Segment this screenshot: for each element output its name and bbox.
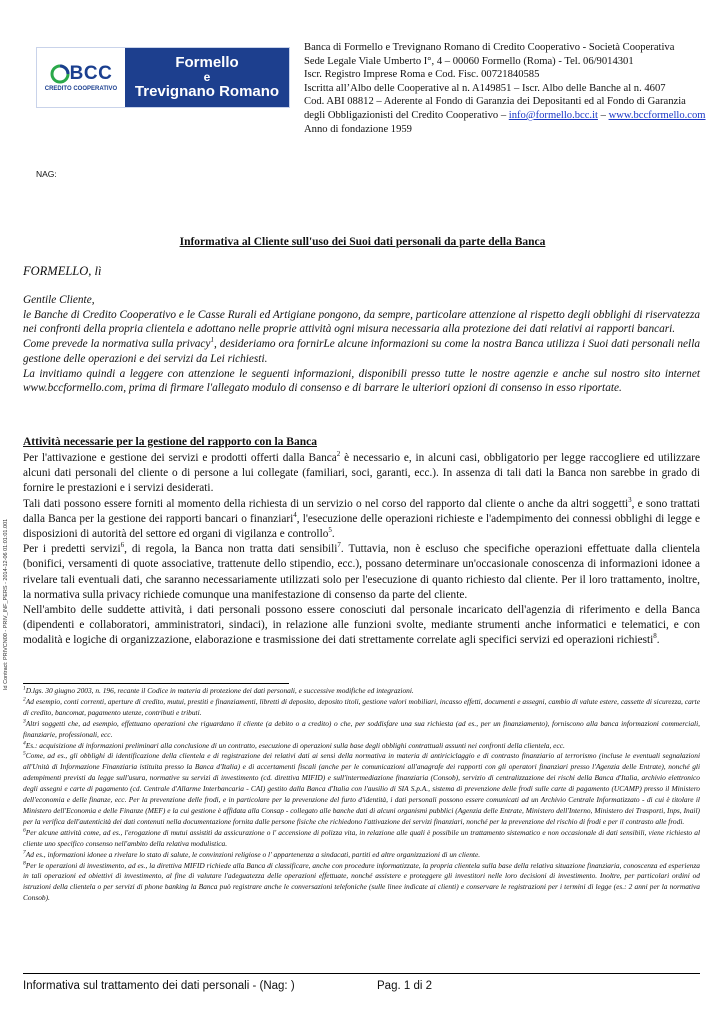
logo-name-line2: e bbox=[203, 70, 211, 85]
body-text-span: è necessario e, in alcuni casi, obbligatorio per legge raccogliere ed utilizzare alcuni dati personali del cliente o di persone a lui collegate (familiari, soci, garanti, ecc.). In assenza di tali dati la Banca non sarebbe in grado di fornire le prestazioni e i servizi desiderati. bbox=[23, 452, 700, 495]
footnote bbox=[23, 861, 700, 905]
footnote-number: 3 bbox=[23, 718, 26, 725]
logo-name-area bbox=[125, 48, 289, 107]
body-text-span: . bbox=[656, 634, 660, 647]
logo-tagline: CREDITO COOPERATIVO bbox=[44, 86, 118, 92]
footnote bbox=[23, 741, 700, 752]
footnote-text: Per alcune attività come, ad es., l'erogazione di mutui assistiti da assicurazione o l' accensione di polizza vita, in relazione alle quali è possibile un trattamento sistematico e non occasionale di dati sensibili, viene richiesto al cliente uno specifico consenso nell'ambito della relativa modulistica. bbox=[23, 827, 700, 848]
body-text-span: , l'esecuzione delle operazioni richieste e l'adempimento dei connessi obblighi di legge e disposizioni di autorità del settore ed organi di vigilanza e controllo bbox=[23, 512, 700, 541]
footnote-number: 4 bbox=[23, 740, 26, 747]
body-text-span: Nell'ambito delle suddette attività, i dati personali possono essere conosciuti dal personale incaricato dell'agenzia di riferimento e della Banca (dipendenti e collaboratori, amministratori, sindaci), in relazione alle funzioni svolte, mediante strumenti anche informatici e telematici, e con modalità e logiche di organizzazione, elaborazione e trasmissione dei dati strettamente correlate agli specifici servizi ed operazioni richiesti bbox=[23, 604, 700, 647]
body-text-span: Per l'attivazione e gestione dei servizi e prodotti offerti dalla Banca bbox=[23, 452, 337, 464]
footnote-ref: 4 bbox=[293, 511, 297, 520]
document-title: Informativa al Cliente sull'uso dei Suoi dati personali da parte della Banca bbox=[179, 236, 546, 248]
bank-info-separator: – bbox=[597, 109, 609, 121]
bank-logo bbox=[36, 47, 290, 108]
body-paragraph bbox=[23, 497, 700, 543]
footnote-number: 7 bbox=[23, 849, 26, 856]
bank-info bbox=[304, 41, 706, 136]
footnote-ref: 2 bbox=[336, 450, 341, 459]
intro-text-span: Come prevede la normativa sulla privacy bbox=[23, 338, 211, 351]
footnote-number: 2 bbox=[23, 696, 26, 703]
logo-name-line3: Trevignano Romano bbox=[134, 82, 280, 100]
body-text-span: , di regola, la Banca non tratta dati sensibili bbox=[124, 543, 338, 556]
section-title: Attività necessarie per la gestione del rapporto con la Banca bbox=[23, 436, 317, 448]
footnote-text: Es.: acquisizione di informazioni preliminari alla conclusione di un contratto, esecuzione di operazioni sulla base degli obblighi contrattuali assunti nei confronti della clientela, ecc. bbox=[25, 740, 565, 750]
footer-rule bbox=[23, 973, 700, 974]
footnote bbox=[23, 719, 700, 741]
bank-info-line: Sede Legale Viale Umberto I°, 4 – 00060 Formello (Roma) - Tel. 06/9014301 bbox=[304, 55, 634, 67]
bank-info-line: Banca di Formello e Trevignano Romano di Credito Cooperativo - Società Cooperativa bbox=[304, 42, 675, 53]
footnote bbox=[23, 697, 700, 719]
footnote-number: 1 bbox=[23, 685, 26, 692]
body-text-span: , e sono trattati dalla Banca per la gestione dei rapporti bancari o finanziari bbox=[23, 497, 700, 525]
bank-info-line: Anno di fondazione 1959 bbox=[304, 123, 412, 135]
place-date: FORMELLO, lì bbox=[23, 264, 102, 278]
footnote-number: 8 bbox=[23, 860, 26, 867]
intro-paragraph bbox=[23, 337, 700, 366]
footnote bbox=[23, 751, 700, 827]
footnote-ref: 1 bbox=[210, 336, 214, 345]
side-contract-id: Id Contract: PRIVCN00 - PRIV_INF_PERS - 2014-12-06 01:01:01.001 bbox=[3, 518, 9, 690]
footnote bbox=[23, 828, 700, 850]
footnote-ref: 7 bbox=[337, 541, 341, 550]
bank-info-prefix: degli Obbligazionisti del Credito Cooperativo – bbox=[304, 109, 509, 121]
footnotes bbox=[23, 686, 700, 904]
bank-info-line: Iscritta all’Albo delle Cooperative al n. A149851 – Iscr. Albo delle Banche al n. 4607 bbox=[304, 82, 666, 94]
footnote-ref: 3 bbox=[628, 495, 632, 504]
intro-paragraph: La invitiamo quindi a leggere con attenzione le seguenti informazioni, disponibili presso tutte le nostre agenzie e anche sul nostro sito internet www.bccformello.com, prima di firmare l'allegato modulo di consenso e di barrare le ulteriori opzioni di consenso in esso riportate. bbox=[23, 367, 700, 395]
footnote-ref: 8 bbox=[653, 632, 657, 641]
footnote-text: Ad es., informazioni idonee a rivelare lo stato di salute, le convinzioni religiose o l' appartenenza a sindacati, partiti ed altre organizzazioni di un cliente. bbox=[25, 849, 481, 859]
body-text bbox=[23, 451, 700, 649]
nag-label: NAG: bbox=[36, 169, 57, 179]
footnote bbox=[23, 686, 700, 697]
logo-bcc-text: BCC bbox=[69, 63, 113, 84]
footnote-number: 6 bbox=[23, 827, 26, 834]
bcc-emblem-icon bbox=[50, 64, 70, 84]
body-paragraph bbox=[23, 451, 700, 497]
intro-text-span: , desideriamo ora fornirLe alcune informazioni su come la nostra Banca utilizza i Suoi dati personali nella gestione delle operazioni e dei servizi da Lei richiesti. bbox=[23, 338, 700, 365]
body-text-span: Per i predetti servizi bbox=[23, 543, 121, 556]
body-text-span: Tali dati possono essere forniti al momento della richiesta di un servizio o nel corso del rapporto dal cliente o anche da altri soggetti bbox=[23, 497, 629, 510]
footer-title: Informativa sul trattamento dei dati personali - (Nag: ) bbox=[23, 980, 295, 992]
footnote-text: Altri soggetti che, ad esempio, effettuano operazioni che riguardano il cliente (a debito o a credito) o che, per soddisfare una sua richiesta (ad es., per un finanziamento), forniscono alla banca informazioni commerciali, finanziarie, professionali, ecc. bbox=[23, 718, 700, 739]
logo-name-line1: Formello bbox=[175, 54, 239, 72]
logo-mark-area bbox=[37, 48, 125, 107]
footnote-text: Ad esempio, conti correnti, aperture di credito, mutui, prestiti e finanziamenti, libretti di deposito, deposito titoli, gestione valori mobiliari, incasso effetti, documenti e assegni, cambio di valute estere, cassette di sicurezza, carte di credito, bancomat, pagamento utenze, contributi e tributi. bbox=[23, 696, 700, 717]
bank-info-line-contacts bbox=[304, 109, 706, 123]
footnote-separator bbox=[23, 683, 289, 684]
page-number: Pag. 1 di 2 bbox=[377, 980, 432, 992]
footnote-text: D.lgs. 30 giugno 2003, n. 196, recante il Codice in materia di protezione dei dati personali, e successive modifiche ed integrazioni. bbox=[25, 686, 414, 695]
footnote-number: 5 bbox=[23, 750, 26, 757]
intro-paragraph: le Banche di Credito Cooperativo e le Casse Rurali ed Artigiane pongono, da sempre, particolare attenzione al rispetto degli obblighi di riservatezza nei confronti della propria clientela e adottano nelle proprie attività ogni misura necessaria alla protezione dei dati relativi ai rapporti bancari. bbox=[23, 308, 700, 336]
footnote-ref: 5 bbox=[328, 526, 332, 535]
website-link[interactable]: www.bccformello.com bbox=[608, 109, 706, 121]
intro-text bbox=[23, 293, 700, 396]
body-text-span: . bbox=[331, 528, 335, 541]
greeting: Gentile Cliente, bbox=[23, 294, 95, 306]
body-text-span: . Tuttavia, non è escluso che specifiche operazioni effettuate dalla clientela (bonifici, versamenti di quote associative, trattenute dello stipendio, ecc.), possano determinare un'occasionale conoscenza di informazioni idonee a rivelare tali eventuali dati, che saranno necessariamente utilizzati solo per l'esecuzione di quanto richiesto dal cliente. Per il loro trattamento, inoltre, la normativa sulla privacy richiede comunque una manifestazione di consenso da parte del cliente. bbox=[23, 543, 700, 601]
email-link[interactable]: info@formello.bcc.it bbox=[508, 109, 598, 121]
bank-info-line: Iscr. Registro Imprese Roma e Cod. Fisc. 00721840585 bbox=[304, 69, 540, 81]
footnote-ref: 6 bbox=[120, 541, 125, 550]
body-paragraph bbox=[23, 603, 700, 649]
footnote-text: Per le operazioni di investimento, ad es., la direttiva MIFID richiede alla Banca di classificare, anche con procedure informatizzate, la propria clientela sulla base della relativa situazione finanziaria, conoscenza ed esperienza in tali operazioni ed obiettivi di investimento, al fine di valutare l'adeguatezza delle operazioni effettuate, nonché assistere e proteggere gli investitori nelle loro decisioni di investimento. Inoltre, per particolari ordini od istruzioni della clientela o per servizi di phone banking la Banca può registrare anche le conversazioni telefoniche (sulle linee indicate ai clienti) e conservare le registrazioni per i termini di legge (es.: 2 anni per la normativa Consob). bbox=[23, 860, 700, 903]
bank-info-line: Cod. ABI 08812 – Aderente al Fondo di Garanzia dei Depositanti ed al Fondo di Garanzia bbox=[304, 96, 686, 108]
footnote-text: Come, ad es., gli obblighi di identificazione della clientela e di registrazione dei relativi dati ai sensi della normativa in materia di antiriciclaggio e di contrasto finanziario al terrorismo (incluse le eventuali segnalazioni all'Unità di Informazione Finanziaria istituita presso la Banca d'Italia) e di accertamenti fiscali (anche per le comunicazioni all'anagrafe dei rapporti con gli operatori finanziari presso l'Agenzia delle Entrate), nonché gli adempimenti previsti da legge sull'usura, normative su servizi di investimento (cd. direttiva MIFID) e sull'intermediazione finanziaria (Consob), servizio di centralizzazione dei rischi della Banca d'Italia, archivio elettronico degli assegni e carte di pagamento (cd. Centrale d'Allarme Interbancaria - CAI) gestito dalla Banca d'Italia con l'ausilio di SIA S.p.A., sistema di prevenzione delle frodi sulle carte di pagamento (UCAMP) presso il Ministero dell'economia e delle finanze, ecc. Per la prevenzione delle frodi, e in particolare per la prevenzione del furto d'identità, i dati personali possono essere comunicati ad un Archivio Centrale Informatizzato - di cui è titolare il Ministero dell'Economia e delle Finanze (MEF) e la cui gestione è affidata alla Consap - collegato alle banche dati di alcuni organismi pubblici (Agenzia delle Entrate, Ministero dell'Interno, Ministero dei Trasporti, Inps, Inail) per la verifica dell'autenticità dei dati contenuti nella documentazione fornita dalle persone fisiche che richiedono l'attivazione dei servizi finanziari, nonché per la prevenzione del rischio di frodi e per il contrasto alle frodi. bbox=[23, 751, 700, 826]
footnote bbox=[23, 850, 700, 861]
body-paragraph bbox=[23, 542, 700, 603]
